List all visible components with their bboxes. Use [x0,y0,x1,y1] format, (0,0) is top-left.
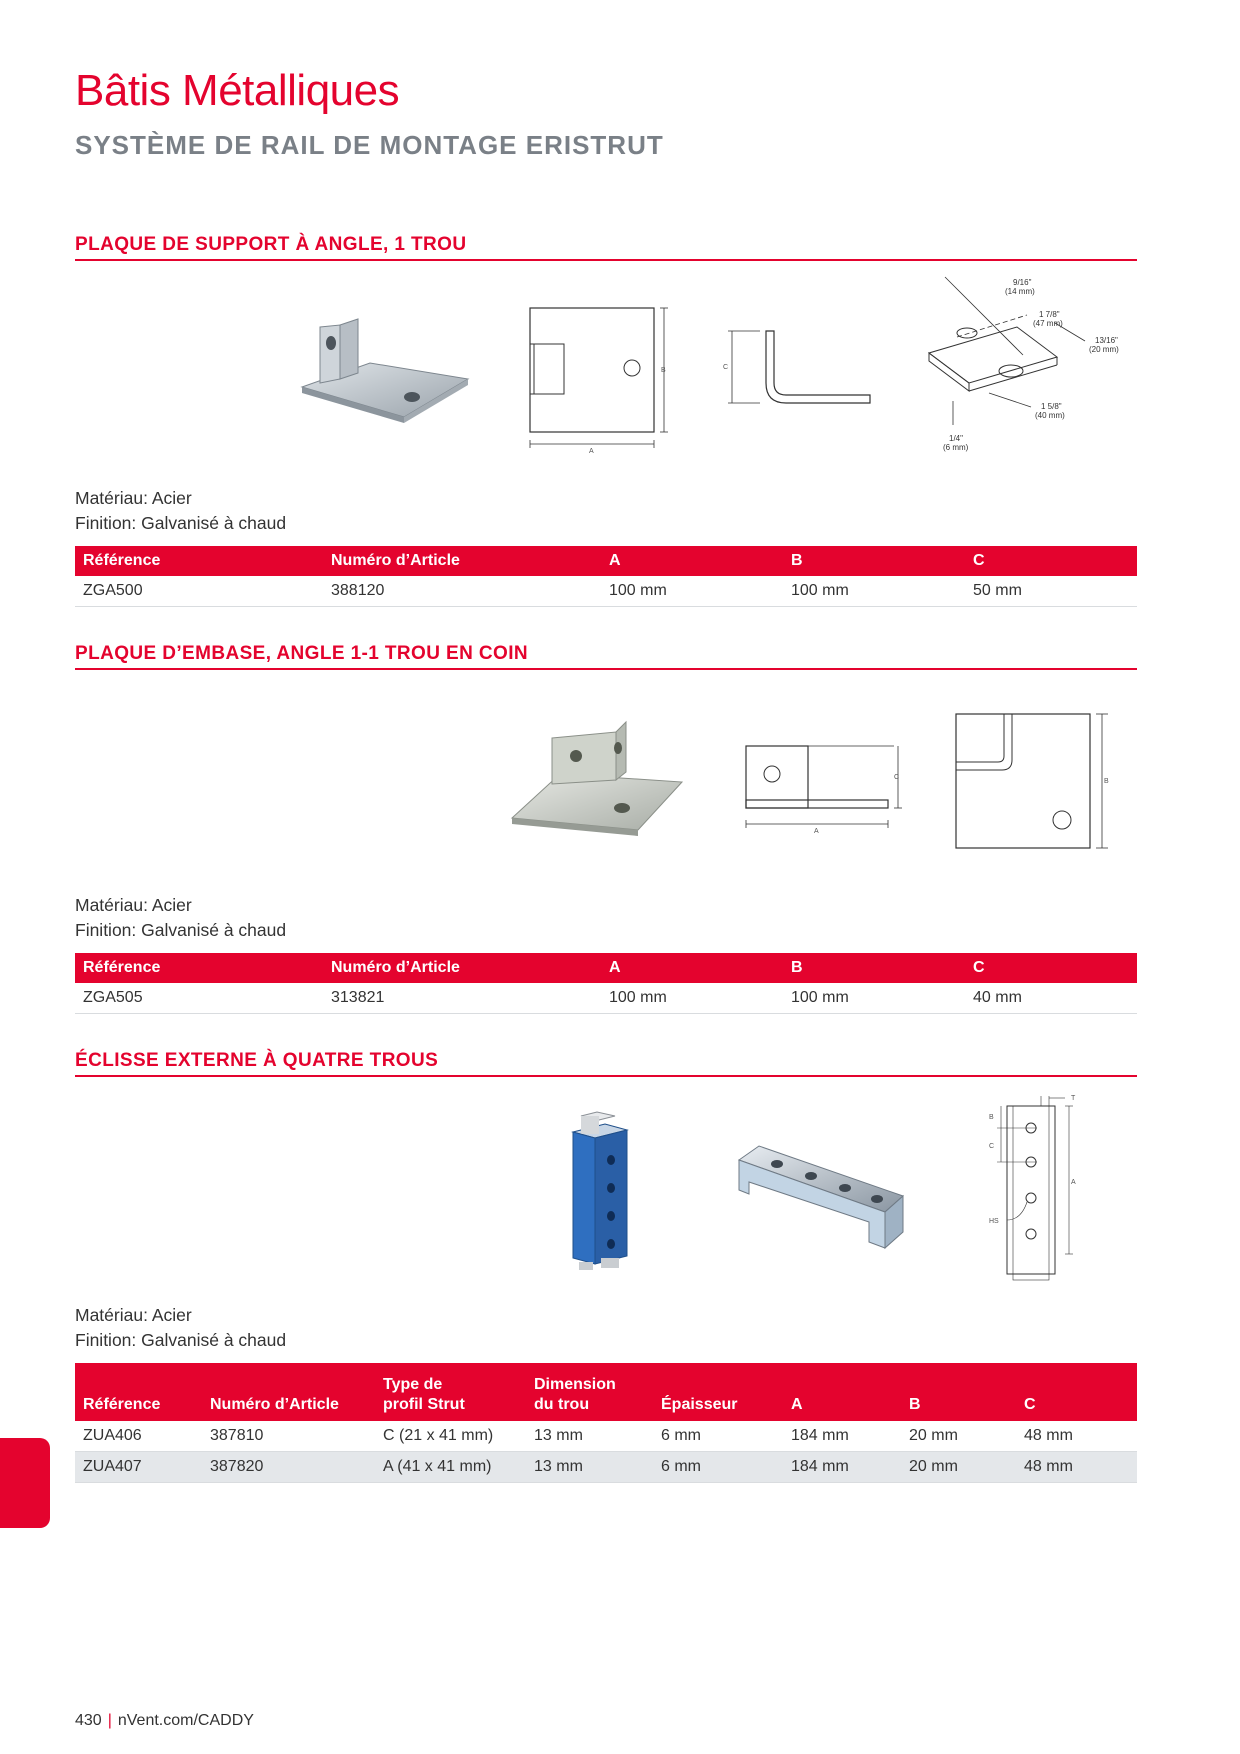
column-header: C [965,953,1137,983]
column-header: B [783,546,965,576]
table-cell: 6 mm [653,1452,783,1483]
dim-note-7: 1 5/8" [1041,402,1062,411]
table-cell: 13 mm [526,1452,653,1483]
column-header: Numéro d’Article [323,953,601,983]
column-header-thickness: Épaisseur [653,1363,783,1421]
spec-material-1: Matériau: Acier [75,488,192,508]
dim-label-hs: HS [989,1218,999,1225]
dim-label-t: T [1071,1095,1076,1102]
column-header: C [965,546,1137,576]
table-cell: ZUA406 [75,1421,202,1452]
technical-drawing-top-view-2 [950,708,1130,858]
column-header: A [601,953,783,983]
dim-note-1: 9/16" [1013,278,1032,287]
table-row [75,983,1137,1014]
column-header-article-number: Numéro d’Article [202,1363,375,1421]
table-cell: 388120 [323,576,601,607]
column-header-c: C [1016,1363,1137,1421]
column-header-reference: Référence [75,1363,202,1421]
column-header-b: B [901,1363,1016,1421]
section-title-2: PLAQUE D’EMBASE, ANGLE 1-1 TROU EN COIN [75,643,528,664]
spec-finish-1: Finition: Galvanisé à chaud [75,513,287,533]
dim-label-b: B [1104,778,1109,785]
table-cell: 100 mm [601,983,783,1014]
column-header: Référence [75,953,323,983]
spec-material-3: Matériau: Acier [75,1305,192,1325]
table-cell: C (21 x 41 mm) [375,1421,526,1452]
product-photo-base-plate [510,718,690,848]
product-photo-angle-plate [300,305,470,445]
table-cell: 20 mm [901,1452,1016,1483]
technical-drawing-isometric-1 [925,275,1140,470]
dim-note-5: 13/16" [1095,336,1118,345]
dim-note-2: (14 mm) [1005,287,1035,296]
dim-label-c: C [989,1143,995,1150]
column-header-strut-profile: Type de profil Strut [375,1363,526,1421]
table-cell: 387820 [202,1452,375,1483]
table-row [75,1421,1137,1452]
spec-table-1 [75,546,1137,607]
dim-label-c: C [723,364,729,371]
dim-note-8: (40 mm) [1035,411,1065,420]
spec-material-2: Matériau: Acier [75,895,192,915]
table-cell: 6 mm [653,1421,783,1452]
section-title-1: PLAQUE DE SUPPORT À ANGLE, 1 TROU [75,234,467,255]
section-rule-1 [75,259,1137,261]
dim-note-4: (47 mm) [1033,319,1063,328]
dim-note-6: (20 mm) [1089,345,1119,354]
table-cell: 100 mm [783,983,965,1014]
page-number: 430 [75,1712,102,1729]
footer-link[interactable]: nVent.com/CADDY [117,1712,254,1729]
spec-finish-2: Finition: Galvanisé à chaud [75,920,287,940]
page-subtitle: SYSTÈME DE RAIL DE MONTAGE ERISTRUT [75,130,664,160]
table-row [75,1452,1137,1483]
table-cell: 40 mm [965,983,1137,1014]
column-header: A [601,546,783,576]
table-cell: 387810 [202,1421,375,1452]
spec-table-3 [75,1363,1137,1483]
table-row [75,576,1137,607]
column-header: Numéro d’Article [323,546,601,576]
dim-label-a: A [814,828,819,835]
table-cell: ZGA500 [75,576,323,607]
side-tab-marker [0,1438,50,1528]
table-cell: 313821 [323,983,601,1014]
column-header: B [783,953,965,983]
table-cell: 184 mm [783,1421,901,1452]
table-cell: 48 mm [1016,1452,1137,1483]
section-title-3: ÉCLISSE EXTERNE À QUATRE TROUS [75,1050,439,1071]
dim-label-b: B [661,367,666,374]
dim-note-9: 1/4" [949,434,963,443]
product-photo-splice-galvanized [735,1138,910,1253]
dim-note-3: 1 7/8" [1039,310,1060,319]
technical-drawing-side-view-1 [720,325,880,415]
table-cell: ZUA407 [75,1452,202,1483]
dim-label-c: C [894,774,900,781]
spec-finish-3: Finition: Galvanisé à chaud [75,1330,287,1350]
column-header-hole-size: Dimension du trou [526,1363,653,1421]
technical-drawing-side-view-2 [740,738,910,838]
table-cell: ZGA505 [75,983,323,1014]
table-cell: 20 mm [901,1421,1016,1452]
footer-separator: | [107,1712,112,1729]
dim-label-a: A [589,448,594,455]
dim-note-10: (6 mm) [943,443,969,452]
table-cell: 184 mm [783,1452,901,1483]
technical-drawing-splice-3 [985,1092,1095,1282]
column-header: Référence [75,546,323,576]
technical-drawing-front-view-1 [520,300,680,456]
product-photo-splice-blue [565,1108,640,1273]
table-cell: A (41 x 41 mm) [375,1452,526,1483]
column-header-a: A [783,1363,901,1421]
section-rule-3 [75,1075,1137,1077]
table-cell: 100 mm [601,576,783,607]
table-cell: 48 mm [1016,1421,1137,1452]
section-rule-2 [75,668,1137,670]
dim-label-b: B [989,1114,994,1121]
page-title: Bâtis Métalliques [75,66,400,115]
spec-table-2 [75,953,1137,1014]
table-cell: 100 mm [783,576,965,607]
table-cell: 13 mm [526,1421,653,1452]
table-cell: 50 mm [965,576,1137,607]
dim-label-a: A [1071,1179,1076,1186]
page-footer [75,1712,254,1730]
